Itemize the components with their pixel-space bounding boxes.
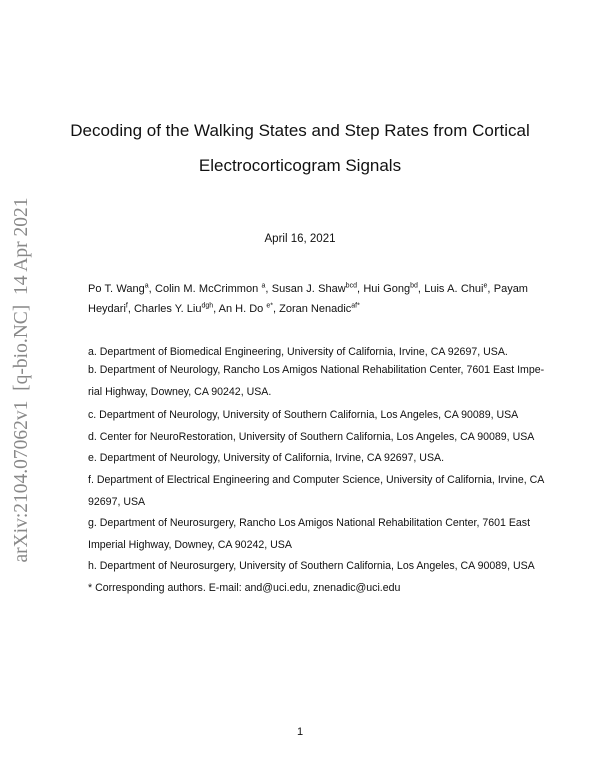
author-list-line-1 <box>88 279 528 300</box>
affiliation: f. Department of Electrical Engineering and Computer Science, University of California, Irvine, CA <box>88 474 545 486</box>
affiliation: * Corresponding authors. E-mail: and@uci.edu, znenadic@uci.edu <box>88 582 401 594</box>
paper-title-line-2: Electrocorticogram Signals <box>198 156 402 175</box>
author-name: Susan J. Shaw <box>271 283 346 295</box>
author-affil: a <box>144 282 149 290</box>
author: An H. Do $^{e*}$, <box>218 302 277 315</box>
author-affil: bd <box>410 282 418 290</box>
paper-date: April 16, 2021 <box>264 233 336 245</box>
author: Payam <box>493 283 528 295</box>
author-affil: a <box>261 282 266 290</box>
author <box>279 303 360 315</box>
affiliation: h. Department of Neurosurgery, University of Southern California, Los Angeles, CA 90089, USA <box>88 560 535 572</box>
paper-title-line-1: Decoding of the Walking States and Step Rates from Cortical <box>70 121 530 140</box>
author-name: Luis A. Chui <box>424 283 484 295</box>
author: Charles Y. Liu$^{dgh}$, <box>133 302 217 315</box>
affiliation: a. Department of Biomedical Engineering, University of California, Irvine, CA 92697, USA. <box>88 346 508 358</box>
author-affil: e* <box>266 302 273 310</box>
author-name: An H. Do <box>218 303 264 315</box>
page-number: 1 <box>296 726 304 738</box>
arxiv-stamp: arXiv:2104.07062v1 [q-bio.NC] 14 Apr 2021 <box>11 197 32 563</box>
affiliation: b. Department of Neurology, Rancho Los Amigos National Rehabilitation Center, 7601 East Impe- <box>88 364 545 376</box>
author-affil: f <box>125 302 128 310</box>
affiliation: rial Highway, Downey, CA 90242, USA. <box>88 386 272 398</box>
author: Colin M. McCrimmon $^a$, <box>155 282 269 295</box>
author-name: Zoran Nenadic <box>279 303 352 315</box>
author: Po T. Wang$^a$, <box>88 282 152 295</box>
author-name: Charles Y. Liu <box>133 303 202 315</box>
author-affil: e <box>483 282 488 290</box>
author: Heydari$^f$, <box>88 302 131 315</box>
author: Susan J. Shaw$^{bcd}$, <box>271 282 361 295</box>
author-affil: af* <box>351 302 360 310</box>
affiliation: e. Department of Neurology, University of California, Irvine, CA 92697, USA. <box>88 452 445 464</box>
affiliation: 92697, USA <box>88 496 146 508</box>
affiliation: c. Department of Neurology, University of Southern California, Los Angeles, CA 90089, USA <box>88 409 519 421</box>
affiliation: Imperial Highway, Downey, CA 90242, USA <box>88 539 292 551</box>
author-name: Colin M. McCrimmon <box>155 283 259 295</box>
author-list-line-2 <box>88 299 528 320</box>
author: Hui Gong$^{bd}$, <box>363 282 421 295</box>
affiliation: d. Center for NeuroRestoration, University of Southern California, Los Angeles, CA 90089, USA <box>88 431 535 443</box>
author-name: Po T. Wang <box>88 283 145 295</box>
author-affil: bcd <box>345 282 357 290</box>
affiliation: g. Department of Neurosurgery, Rancho Los Amigos National Rehabilitation Center, 7601 East <box>88 517 531 529</box>
author-name: Hui Gong <box>363 283 411 295</box>
author-affil: dgh <box>201 302 214 310</box>
author: Luis A. Chui$^e$, <box>424 282 491 295</box>
